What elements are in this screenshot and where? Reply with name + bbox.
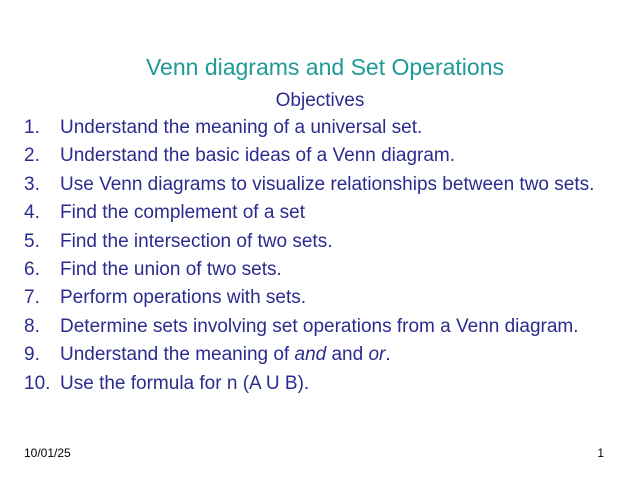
objective-item <box>24 144 624 167</box>
objective-text: Use the formula for n (A U B). <box>60 372 310 394</box>
objective-text: Use Venn diagrams to visualize relationships between two sets. <box>60 173 595 195</box>
objective-text <box>60 343 624 366</box>
objectives-list <box>24 116 624 400</box>
objective-text: Determine sets involving set operations from a Venn diagram. <box>60 315 579 337</box>
objective-item <box>24 315 624 338</box>
objective-emphasis-or: or <box>368 344 386 366</box>
footer-date: 10/01/25 <box>24 446 71 460</box>
objective-item <box>24 230 624 253</box>
objective-item <box>24 286 624 309</box>
objective-emphasis-and: and <box>294 344 327 366</box>
objective-text-part: . <box>385 344 391 366</box>
objective-text: Understand the meaning of a universal set. <box>60 117 423 138</box>
objective-item <box>24 201 624 224</box>
objective-item <box>24 173 624 196</box>
objective-number: 2. <box>24 145 40 167</box>
objective-number: 5. <box>24 230 40 252</box>
objective-number: 7. <box>24 287 40 309</box>
objective-item <box>24 116 624 139</box>
slide-subtitle: Objectives <box>275 90 365 111</box>
objective-text: Understand the basic ideas of a Venn diagram. <box>60 145 456 167</box>
objective-text: Find the union of two sets. <box>60 258 282 280</box>
objective-number: 3. <box>24 173 40 195</box>
objective-text-part: and <box>326 344 369 366</box>
objective-text: Find the complement of a set <box>60 202 306 224</box>
objective-item <box>24 258 624 281</box>
objective-number: 8. <box>24 315 40 337</box>
objective-number: 9. <box>24 344 40 366</box>
objective-item <box>24 343 624 366</box>
objective-item <box>24 372 624 395</box>
objective-number: 10. <box>24 372 51 394</box>
slide-title: Venn diagrams and Set Operations <box>145 54 504 80</box>
objective-text: Find the intersection of two sets. <box>60 230 333 252</box>
footer-page-number: 1 <box>597 446 604 460</box>
objective-text: Perform operations with sets. <box>60 287 307 309</box>
objective-text-part: Understand the meaning of <box>60 344 295 366</box>
objective-number: 1. <box>24 117 40 138</box>
objective-number: 6. <box>24 258 40 280</box>
objective-number: 4. <box>24 202 40 224</box>
